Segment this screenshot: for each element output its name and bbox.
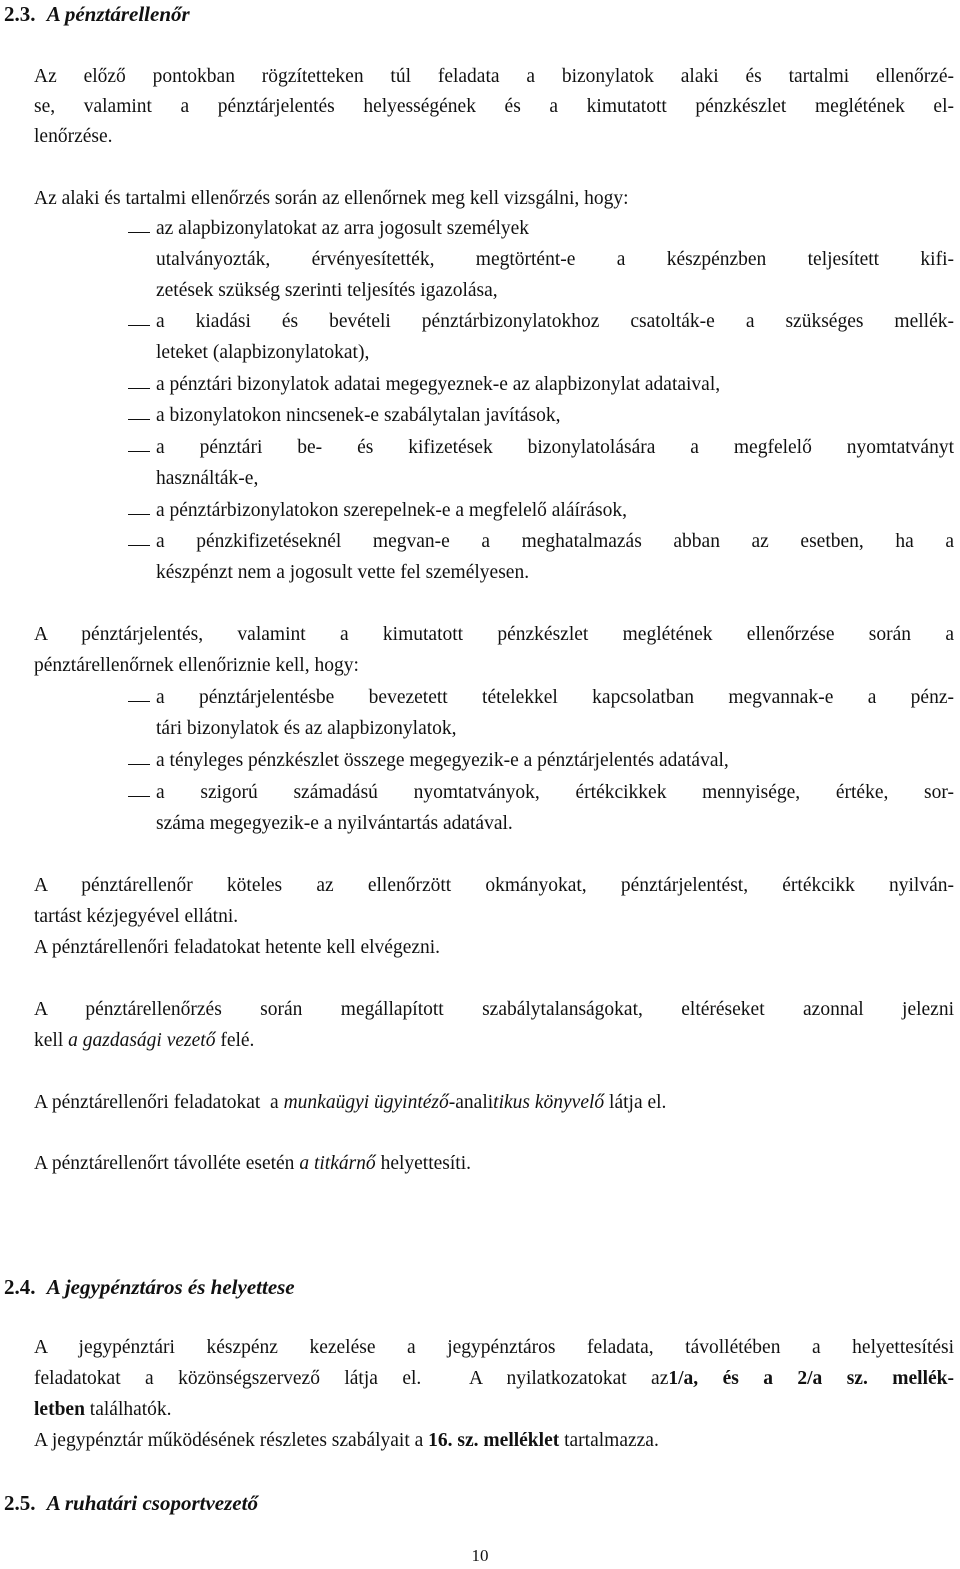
para6-emphasis-1: munkaügyi ügyintéző [283,1092,449,1113]
section-number: 2.3. [4,2,36,26]
section-heading-2-5 [4,1491,258,1516]
para5-line2 [34,1030,254,1052]
section-title: A jegypénztáros és helyettese [46,1275,295,1299]
list-dash [128,419,150,420]
para6-text-end: látja el. [604,1092,667,1113]
para4-line2: tartást kézjegyével ellátni. [34,906,239,927]
list-dash [128,764,150,765]
list1-item5-line1: a pénztári be- és kifizetések bizonylatolására a megfelelő nyomtatványt [156,437,954,458]
section-title: A ruhatári csoportvezető [46,1491,258,1515]
list-dash [128,796,150,797]
list1-item5-line2: használták-e, [156,468,259,489]
list1-item1-line2: utalványozták, érvényesítették, megtörtént-e a készpénzben teljesített kifi- [156,249,954,270]
para5-text: kell [34,1030,69,1051]
list-dash [128,451,150,452]
para7-emphasis: a titkárnő [299,1153,376,1174]
para7-text-end: helyettesíti. [375,1153,471,1174]
section24-line3-text: találhatók. [84,1399,172,1420]
list-dash [128,325,150,326]
list1-item7-line2: készpénzt nem a jogosult vette fel személyesen. [156,562,530,583]
list1-item2-line2: leteket (alapbizonylatokat), [156,342,370,363]
list2-item1-line2: tári bizonylatok és az alapbizonylatok, [156,718,457,739]
para6 [34,1092,666,1114]
list2-item3-line1: a szigorú számadású nyomtatványok, értékcikkek mennyisége, értéke, sor- [156,782,954,803]
section-heading-2-3 [4,2,190,27]
list1-item2-line1: a kiadási és bevételi pénztárbizonylatokhoz csatolták-e a szükséges mellék- [156,311,954,332]
list-dash [128,388,150,389]
para6-mid: -anali [448,1092,494,1113]
section-number: 2.4. [4,1275,36,1299]
list-dash [128,514,150,515]
para2-lead: Az alaki és tartalmi ellenőrzés során az ellenőrnek meg kell vizsgálni, hogy: [34,188,629,209]
intro-line-1: Az előző pontokban rögzítetteken túl feladata a bizonylatok alaki és tartalmi ellenőrzé- [34,66,954,87]
list1-item3-line1: a pénztári bizonylatok adatai megegyeznek-e az alapbizonylat adataival, [156,374,721,395]
section-number: 2.5. [4,1491,36,1515]
section24-line2 [34,1368,954,1390]
section-title: A pénztárellenőr [46,2,190,26]
section24-line4-text: A jegypénztár működésének részletes szabályait a [34,1430,429,1451]
list2-item3-line2: száma megegyezik-e a nyilvántartás adatával. [156,813,513,834]
intro-line-3: lenőrzése. [34,126,113,147]
section24-line2-bold: 1/a, és a 2/a sz. mellék- [668,1368,954,1389]
list1-item7-line1: a pénzkifizetéseknél megvan-e a meghatalmazás abban az esetben, ha a [156,531,954,552]
page-number: 10 [471,1546,489,1565]
para6-text: A pénztárellenőri feladatokat a [34,1092,284,1113]
section-heading-2-4 [4,1275,295,1300]
para3-line2: pénztárellenőrnek ellenőriznie kell, hogy: [34,655,359,676]
para4-line3: A pénztárellenőri feladatokat hetente kell elvégezni. [34,937,441,958]
list-dash [128,701,150,702]
section24-line1: A jegypénztári készpénz kezelése a jegypénztáros feladata, távollétében a helyettesítési [34,1337,954,1358]
section24-line4 [34,1430,659,1452]
para3-line1: A pénztárjelentés, valamint a kimutatott pénzkészlet meglétének ellenőrzése során a [34,624,954,645]
section24-line3-bold: letben [34,1399,85,1420]
list1-item6-line1: a pénztárbizonylatokon szerepelnek-e a megfelelő aláírások, [156,500,628,521]
section24-line4-text-end: tartalmazza. [559,1430,659,1451]
intro-line-2: se, valamint a pénztárjelentés helyességének és a kimutatott pénzkészlet meglétének el- [34,96,954,117]
section24-line4-bold-2: melléklet [483,1430,560,1451]
para5-emphasis: a gazdasági vezető [68,1030,216,1051]
list2-item2-line1: a tényleges pénzkészlet összege megegyezik-e a pénztárjelentés adatával, [156,750,729,771]
para5-line1: A pénztárellenőrzés során megállapított szabálytalanságokat, eltéréseket azonnal jelezni [34,999,954,1020]
list1-item4-line1: a bizonylatokon nincsenek-e szabálytalan javítások, [156,405,561,426]
para5-text-end: felé. [215,1030,255,1051]
list2-item1-line1: a pénztárjelentésbe bevezetett tételekkel kapcsolatban megvannak-e a pénz- [156,687,954,708]
para4-line1: A pénztárellenőr köteles az ellenőrzött okmányokat, pénztárjelentést, értékcikk nyilván- [34,875,954,896]
section24-line3 [34,1399,172,1421]
section24-line2-text: feladatokat a közönségszervező látja el. A nyilatkozatokat az [34,1368,669,1389]
para7 [34,1153,471,1175]
list1-item1-line3: zetések szükség szerinti teljesítés igazolása, [156,280,498,301]
list-dash [128,232,150,233]
section24-line4-bold-1: 16. sz. [428,1430,479,1451]
para7-text: A pénztárellenőrt távolléte esetén [34,1153,300,1174]
para6-emphasis-2: tikus könyvelő [493,1092,605,1113]
list-dash [128,545,150,546]
list1-item1-line1: az alapbizonylatokat az arra jogosult személyek [156,218,530,239]
